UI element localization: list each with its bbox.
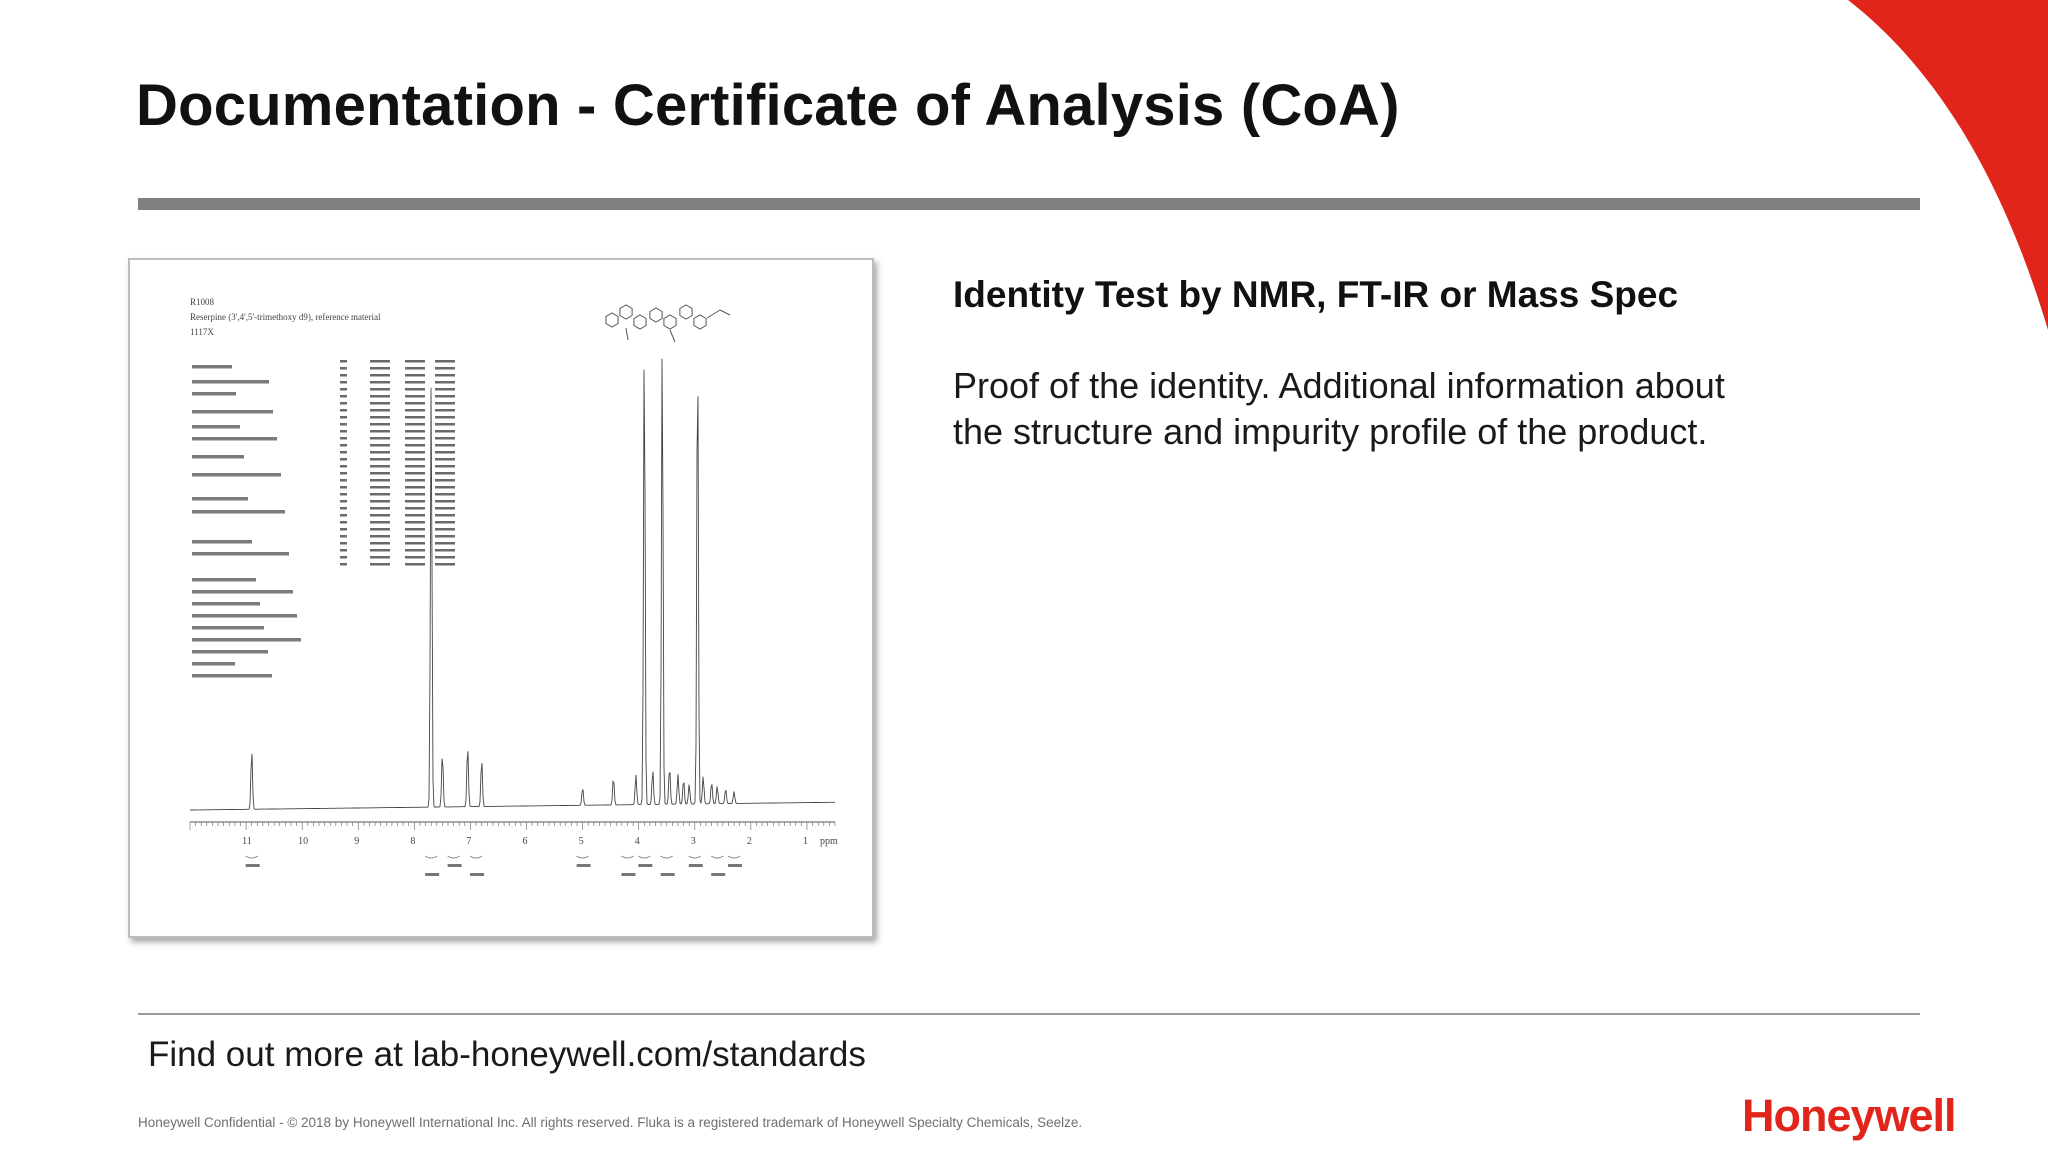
- table-cell-mark: [405, 416, 425, 419]
- scan-text-line: [192, 638, 301, 642]
- table-cell-mark: [370, 381, 390, 384]
- table-cell-mark: [435, 549, 455, 552]
- doc-header-line: 1117X: [190, 327, 214, 337]
- scan-text-line: [192, 590, 293, 594]
- scan-text-line: [192, 650, 268, 654]
- table-cell-mark: [435, 437, 455, 440]
- scan-text-line: [192, 392, 236, 396]
- table-cell-mark: [370, 430, 390, 433]
- integral-bracket: [246, 856, 258, 858]
- table-cell-mark: [435, 458, 455, 461]
- table-cell-mark: [405, 465, 425, 468]
- table-cell-mark: [405, 528, 425, 531]
- axis-tick-label: 11: [242, 836, 252, 847]
- integral-bracket: [621, 856, 633, 858]
- integral-bracket: [638, 856, 650, 858]
- table-cell-mark: [435, 423, 455, 426]
- table-cell-mark: [435, 542, 455, 545]
- axis-tick-label: 9: [354, 836, 360, 847]
- integral-bracket: [689, 856, 701, 858]
- table-cell-mark: [370, 542, 390, 545]
- table-cell-mark: [340, 514, 347, 517]
- table-cell-mark: [340, 423, 347, 426]
- scan-text-line: [192, 552, 289, 556]
- table-cell-mark: [370, 465, 390, 468]
- axis-tick-label: 1: [802, 836, 808, 847]
- table-cell-mark: [405, 395, 425, 398]
- table-cell-mark: [370, 500, 390, 503]
- slide-title: Documentation - Certificate of Analysis (CoA): [136, 73, 1400, 138]
- table-cell-mark: [435, 563, 455, 566]
- table-cell-mark: [340, 542, 347, 545]
- table-cell-mark: [370, 479, 390, 482]
- integral-value-mark: [638, 864, 652, 867]
- table-cell-mark: [340, 374, 347, 377]
- integral-value-mark: [470, 873, 484, 876]
- integral-value-mark: [728, 864, 742, 867]
- molecule-ring: [650, 308, 662, 322]
- table-cell-mark: [435, 451, 455, 454]
- table-cell-mark: [405, 458, 425, 461]
- scan-text-line: [192, 497, 248, 501]
- table-cell-mark: [370, 367, 390, 370]
- table-cell-mark: [370, 486, 390, 489]
- integral-value-mark: [661, 873, 675, 876]
- table-cell-mark: [370, 521, 390, 524]
- table-cell-mark: [435, 521, 455, 524]
- integral-bracket: [425, 856, 437, 858]
- table-cell-mark: [340, 479, 347, 482]
- corner-swoosh-decoration: [1788, 0, 2048, 360]
- identity-test-description: Proof of the identity. Additional information about the structure and impurity profile of the product.: [953, 365, 1725, 452]
- table-cell-mark: [405, 507, 425, 510]
- table-cell-mark: [405, 535, 425, 538]
- table-cell-mark: [405, 549, 425, 552]
- table-cell-mark: [340, 563, 347, 566]
- table-cell-mark: [435, 472, 455, 475]
- table-cell-mark: [340, 486, 347, 489]
- table-cell-mark: [340, 472, 347, 475]
- axis-tick-label: 7: [466, 836, 472, 847]
- table-cell-mark: [405, 367, 425, 370]
- table-cell-mark: [405, 360, 425, 363]
- molecule-ring: [694, 315, 706, 329]
- scan-text-line: [192, 614, 297, 618]
- table-cell-mark: [340, 521, 347, 524]
- integral-value-mark: [448, 864, 462, 867]
- table-cell-mark: [405, 479, 425, 482]
- axis-tick-label: 4: [634, 836, 640, 847]
- scan-text-line: [192, 380, 269, 384]
- table-cell-mark: [435, 528, 455, 531]
- table-cell-mark: [370, 437, 390, 440]
- molecule-ring: [664, 315, 676, 329]
- ppm-axis: [190, 822, 838, 847]
- axis-tick-label: 6: [522, 836, 528, 847]
- table-cell-mark: [370, 402, 390, 405]
- table-cell-mark: [435, 416, 455, 419]
- integral-bracket: [728, 856, 740, 858]
- table-cell-mark: [405, 521, 425, 524]
- table-cell-mark: [405, 423, 425, 426]
- table-cell-mark: [340, 500, 347, 503]
- scan-text-line: [192, 510, 285, 514]
- table-cell-mark: [435, 388, 455, 391]
- table-cell-mark: [340, 402, 347, 405]
- table-cell-mark: [405, 381, 425, 384]
- table-cell-mark: [405, 472, 425, 475]
- scan-text-line: [192, 455, 244, 459]
- table-cell-mark: [370, 416, 390, 419]
- axis-tick-label: 2: [746, 836, 752, 847]
- table-cell-mark: [340, 416, 347, 419]
- doc-header-line: R1008: [190, 297, 215, 307]
- table-cell-mark: [435, 486, 455, 489]
- scan-text-line: [192, 437, 277, 441]
- table-cell-mark: [340, 367, 347, 370]
- table-cell-mark: [370, 423, 390, 426]
- table-cell-mark: [405, 556, 425, 559]
- table-cell-mark: [435, 395, 455, 398]
- table-cell-mark: [340, 556, 347, 559]
- integral-bracket: [448, 856, 460, 858]
- table-cell-mark: [340, 381, 347, 384]
- table-cell-mark: [370, 514, 390, 517]
- integral-value-mark: [425, 873, 439, 876]
- molecule-ring: [620, 305, 632, 319]
- table-cell-mark: [340, 451, 347, 454]
- scan-text-line: [192, 602, 260, 606]
- table-cell-mark: [435, 479, 455, 482]
- table-cell-mark: [435, 381, 455, 384]
- spectrum-trace: [190, 359, 835, 810]
- scan-text-line: [192, 473, 281, 477]
- table-cell-mark: [370, 472, 390, 475]
- table-cell-mark: [340, 360, 347, 363]
- peak-table: [340, 360, 455, 566]
- table-cell-mark: [370, 535, 390, 538]
- standards-link-text: Find out more at lab-honeywell.com/standards: [148, 1035, 866, 1074]
- scan-text-line: [192, 626, 264, 630]
- scan-text-line: [192, 662, 235, 666]
- molecule-ring: [634, 315, 646, 329]
- integral-bracket: [577, 856, 589, 858]
- integral-bracket: [661, 856, 673, 858]
- table-cell-mark: [340, 430, 347, 433]
- table-cell-mark: [435, 535, 455, 538]
- scan-text-line: [192, 365, 232, 369]
- table-cell-mark: [340, 388, 347, 391]
- axis-tick-label: 10: [298, 836, 309, 847]
- table-cell-mark: [405, 388, 425, 391]
- integral-bracket: [711, 856, 723, 858]
- table-cell-mark: [370, 458, 390, 461]
- molecule-structure: [606, 305, 730, 342]
- integral-labels: [246, 856, 742, 876]
- molecule-ring: [606, 313, 618, 327]
- table-cell-mark: [340, 437, 347, 440]
- axis-tick-label: 8: [410, 836, 416, 847]
- table-cell-mark: [370, 507, 390, 510]
- table-cell-mark: [340, 458, 347, 461]
- table-cell-mark: [435, 409, 455, 412]
- axis-tick-label: 3: [690, 836, 696, 847]
- table-cell-mark: [435, 556, 455, 559]
- axis-unit-label: ppm: [820, 836, 838, 847]
- table-cell-mark: [370, 528, 390, 531]
- table-cell-mark: [370, 563, 390, 566]
- table-cell-mark: [405, 514, 425, 517]
- doc-header-line: Reserpine (3',4',5'-trimethoxy d9), reference material: [190, 312, 381, 322]
- integral-value-mark: [621, 873, 635, 876]
- table-cell-mark: [435, 360, 455, 363]
- table-cell-mark: [370, 360, 390, 363]
- identity-test-heading: Identity Test by NMR, FT-IR or Mass Spec: [953, 274, 1679, 315]
- table-cell-mark: [370, 444, 390, 447]
- table-cell-mark: [435, 374, 455, 377]
- table-cell-mark: [435, 493, 455, 496]
- table-cell-mark: [370, 374, 390, 377]
- axis-tick-label: 5: [578, 836, 584, 847]
- scan-text-line: [192, 578, 256, 582]
- molecule-bond: [626, 310, 730, 342]
- table-cell-mark: [435, 402, 455, 405]
- legal-disclaimer: Honeywell Confidential - © 2018 by Honeywell International Inc. All rights reserved. Fluka is a registered trademark of Honeywell Specialty Chemicals, Seelze.: [138, 1115, 1083, 1130]
- table-cell-mark: [340, 507, 347, 510]
- table-cell-mark: [405, 563, 425, 566]
- table-cell-mark: [340, 409, 347, 412]
- table-cell-mark: [405, 542, 425, 545]
- table-cell-mark: [370, 493, 390, 496]
- table-cell-mark: [370, 388, 390, 391]
- table-cell-mark: [405, 409, 425, 412]
- table-cell-mark: [370, 556, 390, 559]
- nmr-spectrum-scan: [130, 260, 872, 936]
- table-cell-mark: [405, 374, 425, 377]
- table-cell-mark: [340, 535, 347, 538]
- table-cell-mark: [405, 402, 425, 405]
- table-cell-mark: [340, 493, 347, 496]
- footer-divider: [138, 1013, 1920, 1015]
- table-cell-mark: [435, 507, 455, 510]
- table-cell-mark: [405, 444, 425, 447]
- acquisition-parameters-block: [192, 365, 301, 678]
- table-cell-mark: [405, 486, 425, 489]
- table-cell-mark: [435, 367, 455, 370]
- integral-value-mark: [246, 864, 260, 867]
- honeywell-logo: Honeywell: [1742, 1090, 1956, 1141]
- table-cell-mark: [370, 451, 390, 454]
- table-cell-mark: [435, 500, 455, 503]
- table-cell-mark: [405, 430, 425, 433]
- scan-text-line: [192, 540, 252, 544]
- integral-value-mark: [689, 864, 703, 867]
- title-divider: [138, 198, 1920, 210]
- table-cell-mark: [435, 465, 455, 468]
- table-cell-mark: [340, 528, 347, 531]
- table-cell-mark: [340, 444, 347, 447]
- table-cell-mark: [405, 451, 425, 454]
- scan-text-line: [192, 410, 273, 414]
- table-cell-mark: [405, 437, 425, 440]
- table-cell-mark: [405, 493, 425, 496]
- nmr-trace-line: [190, 359, 835, 810]
- table-cell-mark: [435, 444, 455, 447]
- table-cell-mark: [340, 549, 347, 552]
- integral-bracket: [470, 856, 482, 858]
- nmr-spectrum-document: [128, 258, 874, 938]
- table-cell-mark: [435, 430, 455, 433]
- integral-value-mark: [711, 873, 725, 876]
- table-cell-mark: [370, 409, 390, 412]
- scan-text-line: [192, 674, 272, 678]
- table-cell-mark: [405, 500, 425, 503]
- integral-value-mark: [577, 864, 591, 867]
- table-cell-mark: [370, 395, 390, 398]
- table-cell-mark: [340, 465, 347, 468]
- table-cell-mark: [435, 514, 455, 517]
- table-cell-mark: [370, 549, 390, 552]
- scan-text-line: [192, 425, 240, 429]
- molecule-ring: [680, 305, 692, 319]
- table-cell-mark: [340, 395, 347, 398]
